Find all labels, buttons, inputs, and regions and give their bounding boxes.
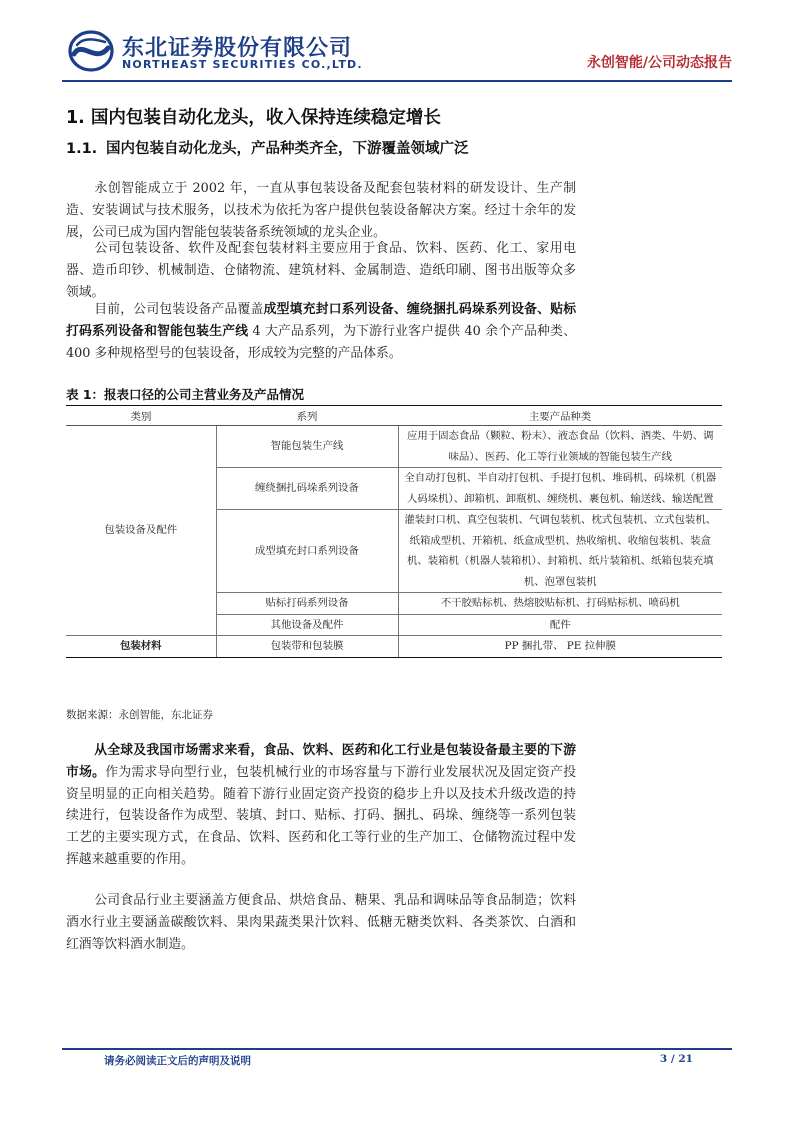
subsection-number: 1.1. bbox=[66, 141, 98, 157]
page-header bbox=[62, 28, 732, 80]
report-type-label: 永创智能/公司动态报告 bbox=[586, 55, 732, 71]
table-row bbox=[66, 636, 722, 658]
products-cell: 配件 bbox=[398, 614, 722, 636]
header-divider bbox=[62, 80, 732, 82]
page-number: 3 / 21 bbox=[659, 1053, 693, 1065]
paragraph-product-lines: 目前，公司包装设备产品覆盖成型填充封口系列设备、缠绕捆扎码垛系列设备、贴标打码系列设备和智能包装生产线 4 大产品系列，为下游行业客户提供 40 余个产品种类、400 多种规格型号的包装设备，形成较为完整的产品体系。 bbox=[66, 302, 577, 361]
paragraph-market: 从全球及我国市场需求来看，食品、饮料、医药和化工行业是包装设备最主要的下游市场。作为需求导向型行业，包装机械行业的市场容量与下游行业发展状况及固定资产投资呈明显的正向相关趋势。随着下游行业固定资产投资的稳步上升以及技术升级改造的持续进行，包装设备作为成型、装填、封口、贴标、打码、捆扎、码垛、缠绕等一系列包装工艺的主要实现方式，在食品、饮料、医药和化工等行业的生产加工、仓储物流过程中发挥越来越重要的作用。 bbox=[66, 743, 577, 867]
series-cell: 缠绕捆扎码垛系列设备 bbox=[216, 468, 398, 510]
series-cell: 其他设备及配件 bbox=[216, 614, 398, 636]
paragraph-intro: 永创智能成立于 2002 年，一直从事包装设备及配套包装材料的研发设计、生产制造、安装调试与技术服务，以技术为依托为客户提供包装设备解决方案。经过十余年的发展，公司已成为国内智能包装装备系统领域的龙头企业。 bbox=[66, 181, 576, 240]
product-table bbox=[66, 405, 722, 658]
table-header-cell: 类别 bbox=[66, 406, 216, 426]
series-cell: 包装带和包装膜 bbox=[216, 636, 398, 658]
section-heading: 1. 国内包装自动化龙头，收入保持连续稳定增长 bbox=[66, 108, 441, 128]
series-cell: 智能包装生产线 bbox=[216, 426, 398, 468]
products-cell: 灌装封口机、真空包装机、气调包装机、枕式包装机、立式包装机、纸箱成型机、开箱机、纸盒成型机、热收缩机、收缩包装机、装盒机、装箱机（机器人装箱机）、封箱机、纸片装箱机、纸箱包装充填机、泡罩包装机 bbox=[398, 510, 722, 593]
company-name-cn: 东北证券股份有限公司 bbox=[122, 36, 353, 61]
company-logo-icon bbox=[68, 30, 114, 72]
company-name-en: NORTHEAST SECURITIES CO.,LTD. bbox=[122, 58, 363, 71]
category-cell: 包装设备及配件 bbox=[66, 426, 216, 636]
table-header-cell: 主要产品种类 bbox=[398, 406, 722, 426]
series-cell: 贴标打码系列设备 bbox=[216, 593, 398, 615]
table-header-cell: 系列 bbox=[216, 406, 398, 426]
category-cell: 包装材料 bbox=[66, 636, 216, 658]
products-cell: 应用于固态食品（颗粒、粉末）、液态食品（饮料、酒类、牛奶、调味品）、医药、化工等行业领域的智能包装生产线 bbox=[398, 426, 722, 468]
subsection-title: 国内包装自动化龙头，产品种类齐全，下游覆盖领域广泛 bbox=[106, 141, 469, 157]
table-row bbox=[66, 426, 722, 468]
paragraph-industries: 公司食品行业主要涵盖方便食品、烘焙食品、糖果、乳品和调味品等食品制造；饮料酒水行业主要涵盖碳酸饮料、果肉果蔬类果汁饮料、低糖无糖类饮料、各类茶饮、白酒和红酒等饮料酒水制造。 bbox=[66, 893, 576, 952]
table-title: 表 1：报表口径的公司主营业务及产品情况 bbox=[66, 387, 305, 402]
series-cell: 成型填充封口系列设备 bbox=[216, 510, 398, 593]
subsection-heading bbox=[66, 137, 469, 158]
table-header-row bbox=[66, 406, 722, 426]
table-source: 数据来源：永创智能，东北证券 bbox=[66, 709, 213, 721]
products-cell: 不干胶贴标机、热熔胶贴标机、打码贴标机、喷码机 bbox=[398, 593, 722, 615]
footer-disclaimer: 请务必阅读正文后的声明及说明 bbox=[104, 1055, 251, 1067]
products-cell: PP 捆扎带、 PE 拉伸膜 bbox=[398, 636, 722, 658]
footer-divider bbox=[62, 1048, 732, 1050]
paragraph-applications: 公司包装设备、软件及配套包装材料主要应用于食品、饮料、医药、化工、家用电器、造币印钞、机械制造、仓储物流、建筑材料、金属制造、造纸印刷、图书出版等众多领域。 bbox=[66, 241, 576, 300]
products-cell: 全自动打包机、半自动打包机、手提打包机、堆码机、码垛机（机器人码垛机）、卸箱机、卸瓶机、缠绕机、裹包机、输送线、输送配置 bbox=[398, 468, 722, 510]
